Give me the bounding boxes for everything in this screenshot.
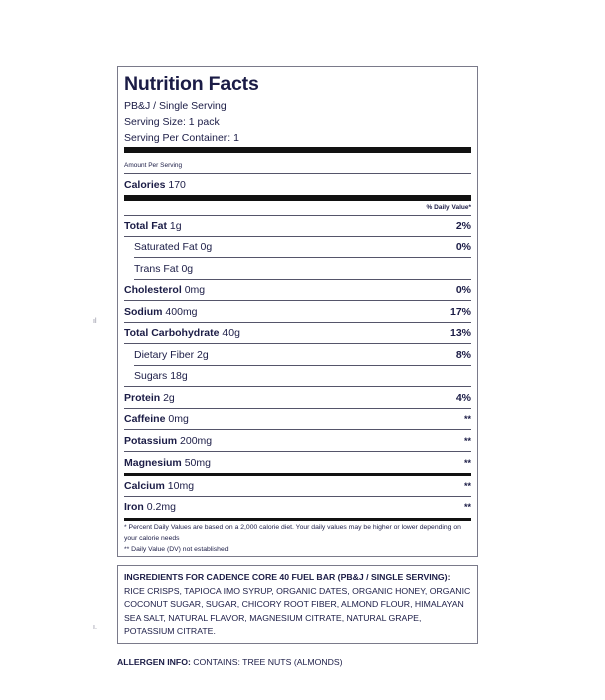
nutrition-facts-panel bbox=[117, 66, 478, 557]
nutrient-dv: ** bbox=[463, 481, 471, 491]
nutrient-row-saturated-fat bbox=[124, 237, 471, 258]
nutrient-label: Caffeine bbox=[124, 413, 166, 425]
servings-per-container: Serving Per Container: 1 bbox=[124, 132, 239, 144]
nutrient-label: Calcium bbox=[124, 480, 165, 492]
nutrient-dv: 2% bbox=[455, 220, 471, 232]
nutrient-row-caffeine bbox=[124, 409, 471, 430]
nutrient-row-sugars bbox=[124, 366, 471, 387]
nutrient-row-protein bbox=[124, 388, 471, 409]
nutrient-amount: 2g bbox=[197, 349, 209, 361]
nutrient-amount: 200mg bbox=[180, 435, 213, 447]
nutrient-dv: ** bbox=[463, 414, 471, 424]
nutrient-label: Sodium bbox=[124, 306, 163, 318]
nutrient-row-dietary-fiber bbox=[124, 345, 471, 366]
nutrition-title: Nutrition Facts bbox=[124, 73, 259, 95]
nutrient-amount: 1g bbox=[169, 220, 182, 232]
nutrient-amount: 0g bbox=[200, 241, 213, 253]
nutrient-dv: 8% bbox=[455, 349, 471, 361]
nutrient-amount: 0.2mg bbox=[146, 501, 176, 513]
calories-value: 170 bbox=[168, 179, 186, 191]
serving-size: Serving Size: 1 pack bbox=[124, 116, 220, 128]
daily-value-header: % Daily Value* bbox=[426, 204, 471, 211]
footnote-percent-daily-values: * Percent Daily Values are based on a 2,000 calorie diet. Your daily values may be higher or lower depending on your calorie needs bbox=[124, 524, 461, 542]
thick-divider bbox=[124, 147, 471, 153]
nutrient-amount: 10mg bbox=[167, 480, 195, 492]
thick-divider bbox=[124, 195, 471, 201]
nutrient-label: Iron bbox=[124, 501, 144, 513]
nutrient-dv: 0% bbox=[455, 241, 471, 253]
nutrient-label: Trans Fat bbox=[134, 263, 179, 275]
nutrient-row-potassium bbox=[124, 431, 471, 452]
edge-mark: ıl bbox=[93, 318, 97, 325]
nutrient-amount: 2g bbox=[163, 392, 175, 404]
nutrient-label: Total Carbohydrate bbox=[124, 327, 220, 339]
nutrient-label: Potassium bbox=[124, 435, 178, 447]
calories-row bbox=[124, 175, 471, 196]
nutrient-dv: ** bbox=[463, 502, 471, 512]
nutrient-row-trans-fat bbox=[124, 259, 471, 280]
footnote-dv-not-established: ** Daily Value (DV) not established bbox=[124, 546, 229, 553]
product-name: PB&J / Single Serving bbox=[124, 100, 227, 112]
nutrient-label: Protein bbox=[124, 392, 161, 404]
edge-mark: ı. bbox=[93, 624, 97, 631]
amount-per-serving: Amount Per Serving bbox=[124, 162, 183, 169]
nutrient-row-total-carbohydrate bbox=[124, 323, 471, 344]
nutrient-label: Sugars bbox=[134, 370, 168, 382]
allergen-heading: ALLERGEN INFO: bbox=[117, 657, 191, 667]
nutrient-amount: 0mg bbox=[184, 284, 206, 296]
nutrient-row-cholesterol bbox=[124, 280, 471, 301]
nutrient-dv: ** bbox=[463, 458, 471, 468]
thick-divider bbox=[124, 518, 471, 521]
calories-label: Calories bbox=[124, 179, 166, 191]
nutrient-amount: 50mg bbox=[184, 457, 211, 469]
nutrient-dv: 17% bbox=[449, 306, 471, 318]
nutrient-amount: 18g bbox=[170, 370, 188, 382]
ingredients-panel bbox=[117, 565, 478, 644]
nutrient-label: Saturated Fat bbox=[134, 241, 198, 253]
divider bbox=[124, 173, 471, 174]
nutrient-dv: 0% bbox=[455, 284, 471, 296]
nutrient-row-magnesium bbox=[124, 453, 471, 474]
nutrient-row-iron bbox=[124, 497, 471, 518]
nutrient-dv: ** bbox=[463, 436, 471, 446]
nutrient-label: Cholesterol bbox=[124, 284, 182, 296]
ingredients-heading: INGREDIENTS FOR CADENCE CORE 40 FUEL BAR (PB&J / SINGLE SERVING): bbox=[124, 572, 451, 582]
allergen-info bbox=[117, 657, 343, 667]
nutrient-label: Magnesium bbox=[124, 457, 182, 469]
nutrient-dv: 13% bbox=[449, 327, 471, 339]
nutrient-row-calcium bbox=[124, 476, 471, 497]
nutrient-amount: 400mg bbox=[165, 306, 198, 318]
nutrient-amount: 40g bbox=[222, 327, 240, 339]
nutrition-facts-content bbox=[124, 67, 471, 556]
allergen-text: CONTAINS: TREE NUTS (ALMONDS) bbox=[193, 657, 343, 667]
nutrient-amount: 0g bbox=[181, 263, 194, 275]
nutrient-label: Dietary Fiber bbox=[134, 349, 195, 361]
nutrient-amount: 0mg bbox=[168, 413, 189, 425]
nutrient-dv: 4% bbox=[455, 392, 471, 404]
ingredients-text: RICE CRISPS, TAPIOCA IMO SYRUP, ORGANIC DATES, ORGANIC HONEY, ORGANIC COCONUT SUGAR, SUGAR, CHICORY ROOT FIBER, ALMOND FLOUR, HIMALAYAN SEA SALT, NATURAL FLAVOR, MAGNESIUM CITRATE, NATURAL GRAPE, POTASSIUM CITRATE. bbox=[124, 585, 471, 637]
nutrient-label: Total Fat bbox=[124, 220, 167, 232]
nutrient-row-sodium bbox=[124, 302, 471, 323]
nutrient-row-total-fat bbox=[124, 216, 471, 237]
